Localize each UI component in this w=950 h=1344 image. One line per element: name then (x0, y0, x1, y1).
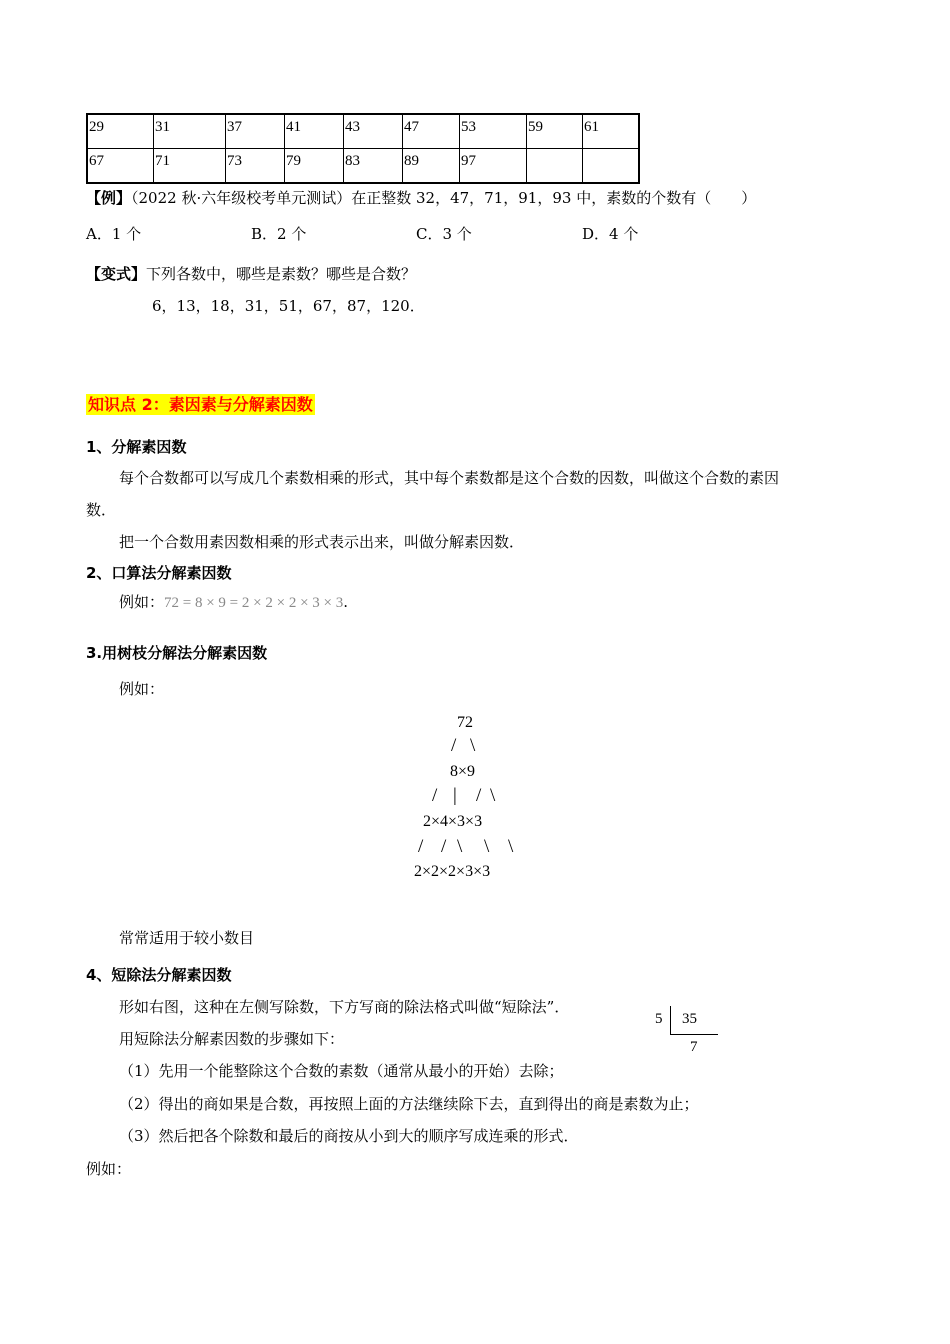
tree-level-2: 2×4×3×3 (423, 813, 483, 830)
example-question (86, 187, 756, 208)
table-cell (527, 149, 583, 184)
paragraph-5: 用短除法分解素因数的步骤如下： (119, 1030, 345, 1048)
example-2 (119, 591, 348, 612)
tree-branch: \ (490, 785, 496, 806)
table-cell: 79 (285, 149, 344, 184)
table-cell: 59 (527, 114, 583, 149)
tree-branch: / (476, 785, 482, 806)
table-cell: 29 (87, 114, 154, 149)
option-d: D．4 个 (582, 225, 639, 243)
paragraph-4: 形如右图，这种在左侧写除数，下方写商的除法格式叫做“短除法”． (119, 998, 570, 1016)
heading-4: 4、短除法分解素因数 (86, 966, 232, 984)
variant-label: 【变式】 (86, 265, 147, 283)
option-b: B．2 个 (251, 225, 307, 243)
tree-branch: / (432, 785, 438, 806)
option-a: A．1 个 (86, 225, 142, 243)
example-text: （2022 秋·六年级校考单元测试）在正整数 32，47，71，91，93 中，素数的个数有（ ） (131, 189, 757, 207)
tree-level-1: 8×9 (450, 763, 476, 780)
tree-branch: | (453, 785, 457, 806)
tree-level-3: 2×2×2×3×3 (414, 863, 491, 880)
tree-branch: / (441, 836, 447, 857)
variant-question (86, 263, 416, 284)
table-cell: 53 (460, 114, 527, 149)
option-c: C．3 个 (416, 225, 472, 243)
note-3: 常常适用于较小数目 (119, 929, 255, 947)
example-label: 【例】 (86, 189, 132, 207)
tree-level-0: 72 (457, 714, 473, 731)
table-row (87, 114, 639, 149)
table-cell: 83 (344, 149, 403, 184)
prime-table (86, 113, 640, 184)
tree-branch: \ (508, 836, 514, 857)
table-cell: 41 (285, 114, 344, 149)
step-2: （2）得出的商如果是合数，再按照上面的方法继续除下去，直到得出的商是素数为止； (119, 1095, 699, 1113)
table-cell: 61 (583, 114, 640, 149)
variant-numbers: 6，13，18，31，51，67，87，120． (152, 297, 425, 315)
step-1: （1）先用一个能整除这个合数的素数（通常从最小的开始）去除； (119, 1062, 564, 1080)
tree-branch: / (418, 836, 424, 857)
example-2-end: . (343, 593, 349, 611)
short-division-divisor: 5 (655, 1011, 663, 1027)
short-division-vertical-line (670, 1006, 671, 1034)
short-division-dividend: 35 (682, 1011, 697, 1027)
table-cell: 31 (154, 114, 226, 149)
table-cell: 71 (154, 149, 226, 184)
heading-2: 2、口算法分解素因数 (86, 564, 232, 582)
tree-branch: \ (470, 735, 476, 756)
section-title-text: 知识点 2：素因素与分解素因数 (88, 395, 313, 414)
table-cell: 47 (403, 114, 460, 149)
step-3: （3）然后把各个除数和最后的商按从小到大的顺序写成连乘的形式． (119, 1127, 579, 1145)
table-cell: 37 (226, 114, 285, 149)
table-cell: 89 (403, 149, 460, 184)
paragraph-1: 每个合数都可以写成几个素数相乘的形式，其中每个素数都是这个合数的因数，叫做这个合数的素因 (119, 469, 780, 487)
table-cell: 67 (87, 149, 154, 184)
heading-1: 1、分解素因数 (86, 438, 187, 456)
tree-branch: \ (457, 836, 463, 857)
example-3-label: 例如： (119, 680, 165, 698)
heading-3: 3.用树枝分解法分解素因数 (86, 644, 268, 662)
paragraph-1-cont: 数． (86, 501, 117, 519)
example-2-formula: 72 = 8 × 9 = 2 × 2 × 2 × 3 × 3 (164, 595, 344, 611)
section-title (86, 392, 315, 415)
paragraph-2: 把一个合数用素因数相乘的形式表示出来，叫做分解素因数． (119, 533, 525, 551)
example-4-label: 例如： (86, 1160, 132, 1178)
table-cell (583, 149, 640, 184)
short-division-quotient: 7 (690, 1039, 698, 1055)
short-division-horizontal-line (670, 1034, 718, 1035)
tree-branch: \ (484, 836, 490, 857)
example-2-label: 例如： (119, 593, 165, 611)
tree-branch: / (451, 735, 457, 756)
variant-text: 下列各数中，哪些是素数？哪些是合数？ (146, 265, 417, 283)
table-cell: 43 (344, 114, 403, 149)
table-cell: 97 (460, 149, 527, 184)
table-cell: 73 (226, 149, 285, 184)
table-row (87, 149, 639, 184)
